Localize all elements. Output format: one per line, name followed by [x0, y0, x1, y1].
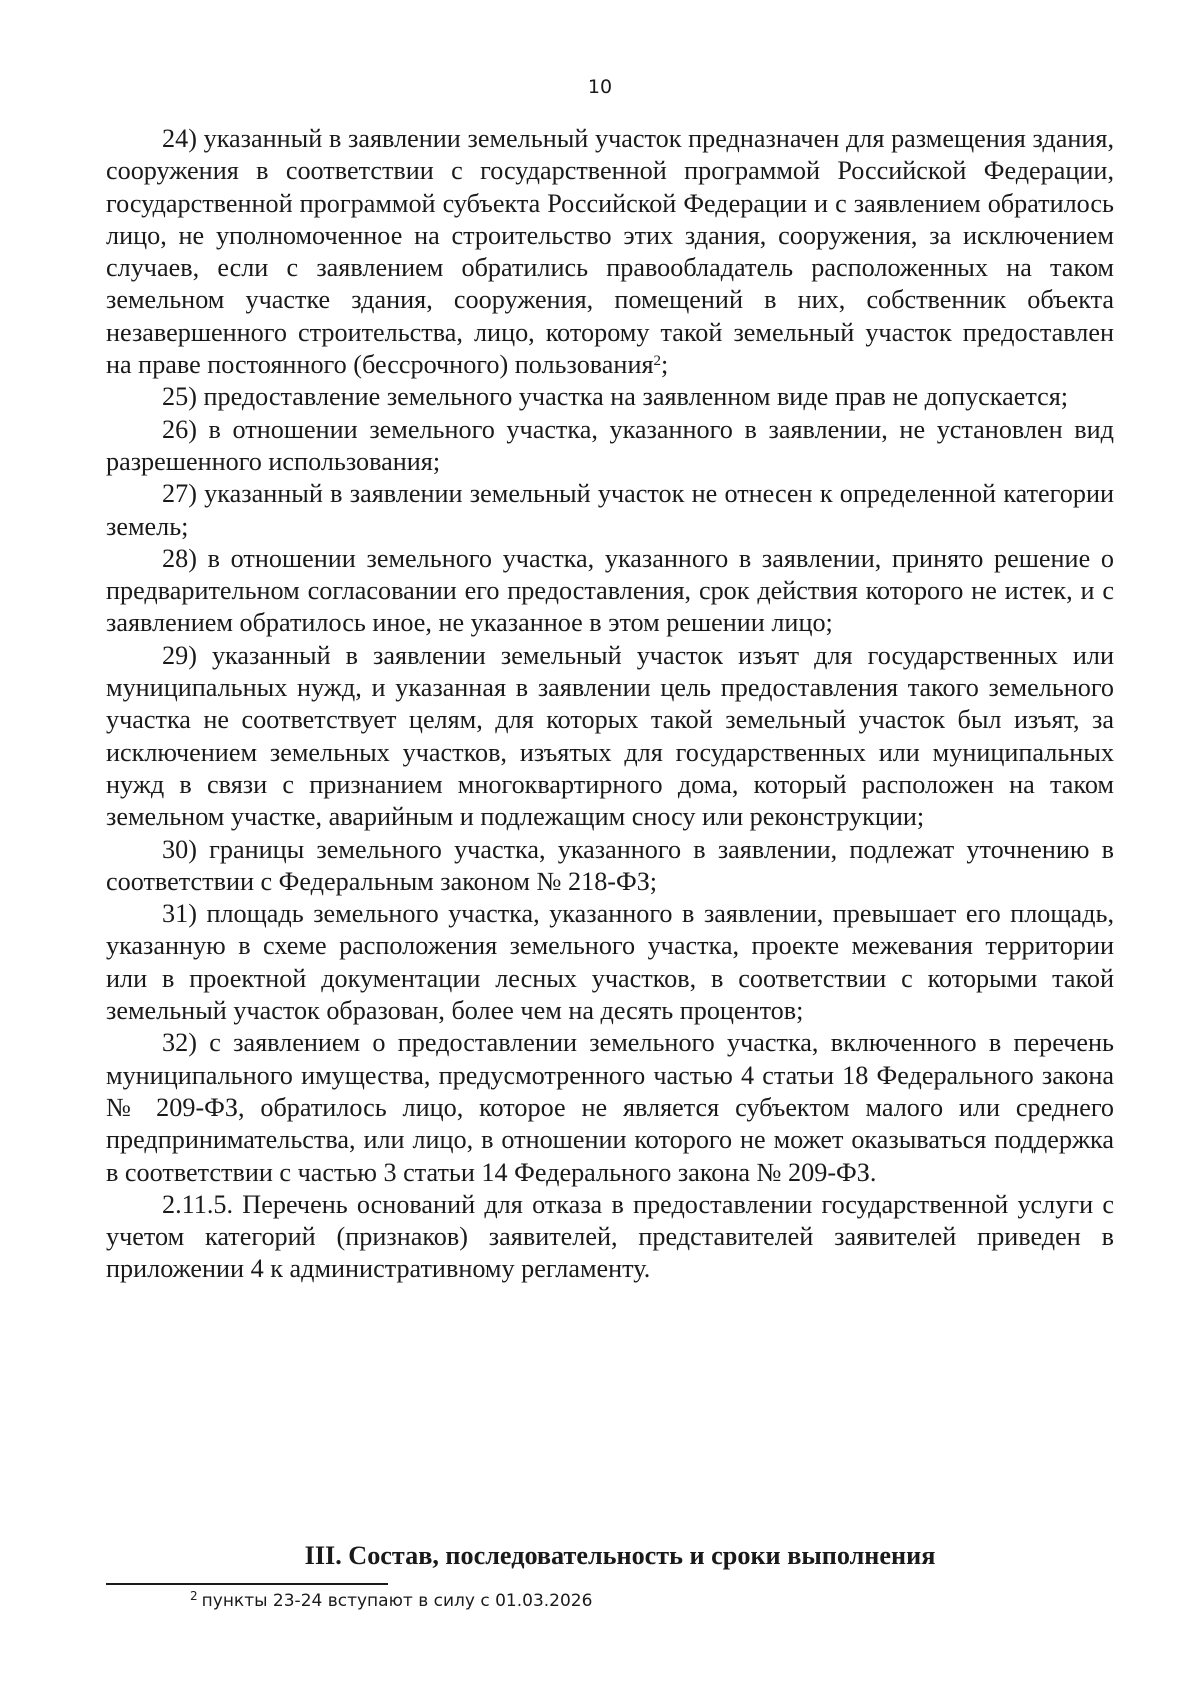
footnote-marker: 2	[190, 1589, 198, 1603]
paragraph-text: 24) указанный в заявлении земельный участок предназначен для размещения здания, сооружения в соответствии с государственной программой Российской Федерации, государственной программой субъекта Российской Федерации и с заявлением обратилось лицо, не уполномоченное на строительство этих здания, сооружения, за исключением случаев, если с заявлением обратились правообладатель расположенных на таком земельном участке здания, сооружения, помещений в них, собственник объекта незавершенного строительства, лицо, которому такой земельный участок предоставлен на праве постоянного (бессрочного) пользования	[106, 124, 1114, 380]
section-heading: III. Состав, последовательность и сроки выполнения	[304, 1541, 936, 1570]
footnote-divider	[106, 1583, 388, 1585]
paragraph-item-32: 32) с заявлением о предоставлении земельного участка, включенного в перечень муниципального имущества, предусмотренного частью 4 статьи 18 Федерального закона № 209-ФЗ, обратилось лицо, которое не является субъектом малого или среднего предпринимательства, или лицо, в отношении которого не может оказываться поддержка в соответствии с частью 3 статьи 14 Федерального закона № 209-ФЗ.	[106, 1028, 1114, 1187]
paragraph-item-28: 28) в отношении земельного участка, указанного в заявлении, принято решение о предварительном согласовании его предоставления, срок действия которого не истек, и с заявлением обратилось иное, не указанное в этом решении лицо;	[106, 543, 1114, 638]
page-number: 10	[587, 76, 613, 98]
paragraph-tail: ;	[661, 350, 669, 380]
paragraph-item-29: 29) указанный в заявлении земельный участок изъят для государственных или муниципальных нужд, и указанная в заявлении цель предоставления такого земельного участка не соответствует целям, для которых такой земельный участок был изъят, за исключением земельных участков, изъятых для государственных или муниципальных нужд в связи с признанием многоквартирного дома, который расположен на таком земельном участке, аварийным и подлежащим сносу или реконструкции;	[106, 640, 1114, 832]
footnote-reference[interactable]: 2	[653, 353, 662, 370]
paragraph-item-26: 26) в отношении земельного участка, указанного в заявлении, не установлен вид разрешенного использования;	[106, 414, 1114, 476]
footnote-text: пункты 23-24 вступают в силу с 01.03.2026	[201, 1591, 593, 1611]
paragraph-item-24	[106, 123, 1114, 381]
document-body	[106, 123, 1114, 1286]
paragraph-item-25: 25) предоставление земельного участка на заявленном виде прав не допускается;	[162, 382, 1069, 412]
paragraph-item-31: 31) площадь земельного участка, указанного в заявлении, превышает его площадь, указанную в схеме расположения земельного участка, проекте межевания территории или в проектной документации лесных участков, в соответствии с которыми такой земельный участок образован, более чем на десять процентов;	[106, 899, 1114, 1026]
paragraph-clause-2-11-5: 2.11.5. Перечень оснований для отказа в предоставлении государственной услуги с учетом категорий (признаков) заявителей, представителей заявителей приведен в приложении 4 к административному регламенту.	[106, 1189, 1114, 1284]
paragraph-item-30: 30) границы земельного участка, указанного в заявлении, подлежат уточнению в соответствии с Федеральным законом № 218-ФЗ;	[106, 834, 1114, 896]
footnote	[190, 1590, 592, 1612]
paragraph-item-27: 27) указанный в заявлении земельный участок не отнесен к определенной категории земель;	[106, 479, 1114, 541]
